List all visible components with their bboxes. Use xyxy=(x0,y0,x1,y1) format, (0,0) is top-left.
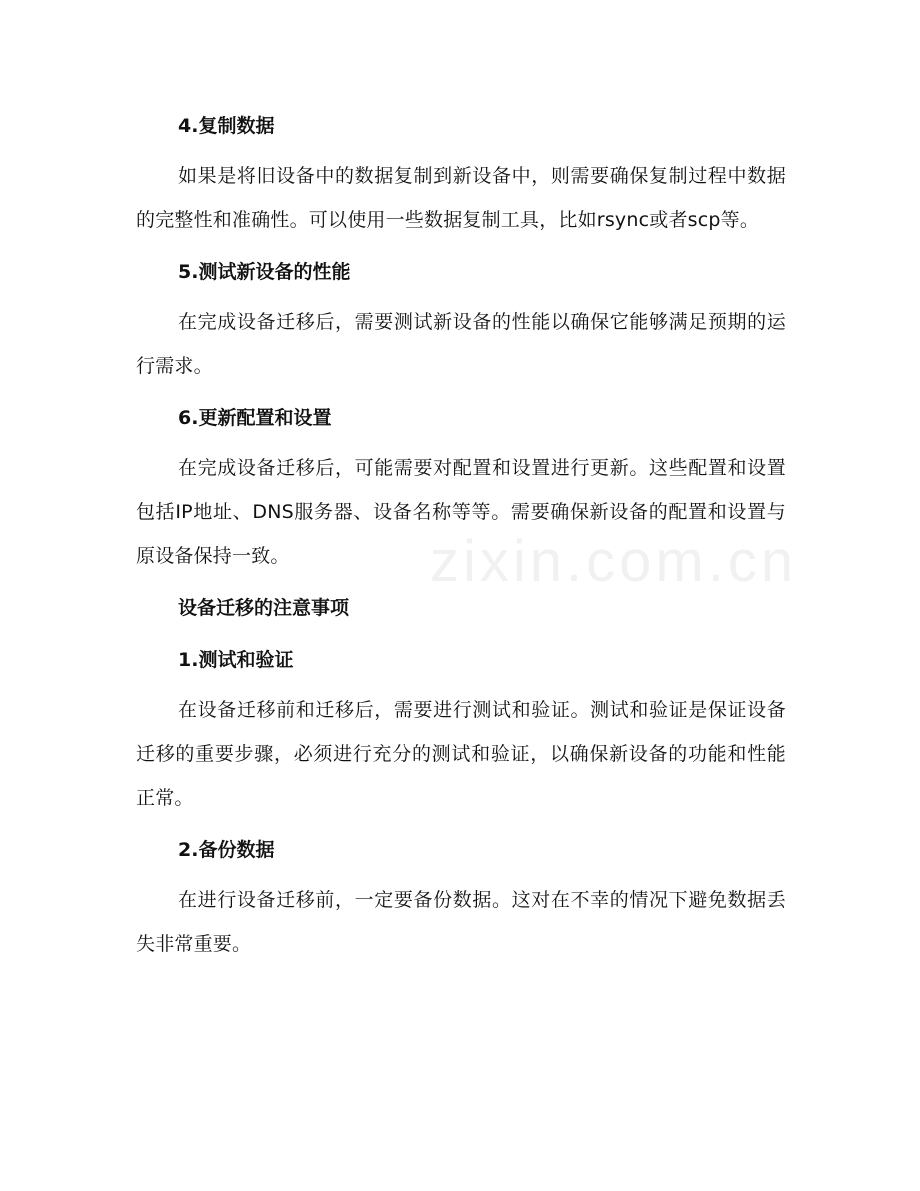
document-body xyxy=(136,104,786,974)
section-paragraph: 如果是将旧设备中的数据复制到新设备中，则需要确保复制过程中数据的完整性和准确性。可以使用一些数据复制工具，比如rsync或者scp等。 xyxy=(136,165,786,231)
section-paragraph: 在进行设备迁移前，一定要备份数据。这对在不幸的情况下避免数据丢失非常重要。 xyxy=(136,889,786,955)
section-paragraph: 在设备迁移前和迁移后，需要进行测试和验证。测试和验证是保证设备迁移的重要步骤，必须进行充分的测试和验证，以确保新设备的功能和性能正常。 xyxy=(136,699,786,809)
chapter-heading: 设备迁移的注意事项 xyxy=(178,597,350,619)
section-heading: 4.复制数据 xyxy=(178,115,275,137)
section-heading: 5.测试新设备的性能 xyxy=(178,261,351,283)
watermark-text: zixin.com.cn xyxy=(430,529,798,594)
section-heading: 6.更新配置和设置 xyxy=(178,407,332,429)
section-heading: 1.测试和验证 xyxy=(178,649,294,671)
section-paragraph: 在完成设备迁移后，可能需要对配置和设置进行更新。这些配置和设置包括IP地址、DNS服务器、设备名称等等。需要确保新设备的配置和设置与原设备保持一致。 xyxy=(136,457,786,567)
section-paragraph: 在完成设备迁移后，需要测试新设备的性能以确保它能够满足预期的运行需求。 xyxy=(136,311,786,377)
section-heading: 2.备份数据 xyxy=(178,839,275,861)
